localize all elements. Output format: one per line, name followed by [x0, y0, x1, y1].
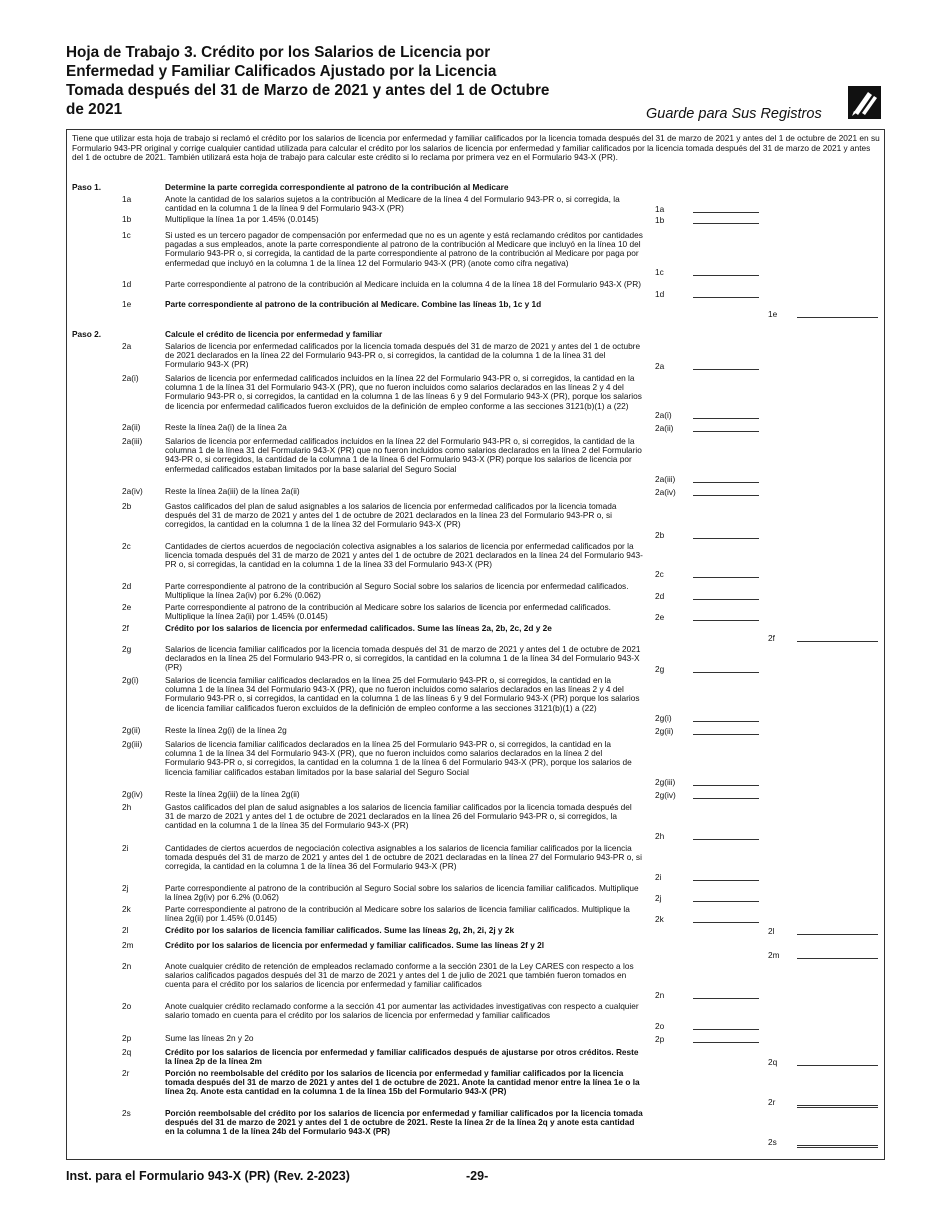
step-heading: Calcule el crédito de licencia por enfermedad y familiar — [165, 329, 383, 339]
entry-box-label: 2c — [655, 569, 664, 579]
line-text: Gastos calificados del plan de salud asignables a los salarios de licencia familiar calificados por la licencia tomada después del 31 de marzo de 2021 y antes del 1 de octubre de 2021 declarados en la línea 26 del Formulario 943-PR o, si corregidos, la cantidad en la columna 1 de la línea 35 del Formulario 943-X (PR) — [165, 803, 632, 831]
title-line: Hoja de Trabajo 3. Crédito por los Salarios de Licencia por — [66, 44, 491, 61]
worksheet-title — [66, 43, 626, 119]
line-text: Reste la línea 2g(iii) de la línea 2g(ii) — [165, 790, 300, 799]
line-text: Multiplique la línea 1a por 1.45% (0.0145) — [165, 215, 319, 224]
line-text: Gastos calificados del plan de salud asignables a los salarios de licencia por enfermedad calificados por la licencia tomada después del 31 de marzo de 2021 y antes del 1 de octubre de 2021 declarados en la línea 23 del Formulario 943-PR o, si corregidos, la cantidad en la columna 1 de la línea 32 del Formulario 943-X (PR) — [165, 502, 617, 530]
amount-entry-field[interactable] — [797, 1048, 878, 1066]
page-number: -29- — [466, 1169, 489, 1183]
line-number: 2g(iii) — [122, 739, 143, 749]
amount-entry-field[interactable] — [693, 487, 759, 496]
entry-box-label: 2f — [768, 633, 775, 643]
line-text: Porción reembolsable del crédito por los salarios de licencia por enfermedad y familiar calificados por la licencia tomada después del 31 de marzo de 2021 y antes del 1 de octubre de 2021. Reste la línea 2r de la línea 2q y anote esta cantidad en la columna 1 de la línea 24b del Formulario 943-X (PR) — [165, 1109, 643, 1137]
line-number: 2g(ii) — [122, 725, 141, 735]
amount-entry-field[interactable] — [693, 582, 759, 600]
amount-entry-field[interactable] — [693, 280, 759, 298]
keep-records-note: Guarde para Sus Registros — [646, 106, 822, 122]
entry-box-label: 2b — [655, 530, 665, 540]
line-number: 2h — [122, 802, 132, 812]
line-number: 2a(ii) — [122, 422, 141, 432]
line-number: 2j — [122, 883, 129, 893]
amount-entry-field[interactable] — [693, 542, 759, 578]
entry-box-label: 2r — [768, 1097, 776, 1107]
line-text: Crédito por los salarios de licencia por enfermedad y familiar calificados. Sume las líneas 2f y 2l — [165, 941, 545, 950]
entry-box-label: 2o — [655, 1021, 665, 1031]
amount-entry-field[interactable] — [693, 195, 759, 213]
amount-entry-field[interactable] — [693, 740, 759, 786]
entry-box-label: 2a(iv) — [655, 487, 676, 497]
line-number: 2g(iv) — [122, 789, 143, 799]
amount-entry-field[interactable] — [797, 941, 878, 959]
line-text: Crédito por los salarios de licencia familiar calificados. Sume las líneas 2g, 2h, 2i, 2j y 2k — [165, 926, 515, 935]
entry-box-label: 2g — [655, 664, 665, 674]
entry-box-label: 1c — [655, 267, 664, 277]
line-text: Porción no reembolsable del crédito por los salarios de licencia por enfermedad y familiar calificados por la licencia tomada después del 31 de marzo de 2021 y antes del 1 de octubre de 2021. Anote la cantidad menor entre la línea 1e o la línea 2q. Anote esta cantidad en la columna 1 de la línea 15b del Formulario 943-X (PR) — [165, 1069, 640, 1097]
entry-box-label: 1b — [655, 215, 665, 225]
line-number: 2p — [122, 1033, 132, 1043]
line-number: 2a(iv) — [122, 486, 143, 496]
amount-entry-field[interactable] — [693, 423, 759, 432]
line-text: Anote la cantidad de los salarios sujetos a la contribución al Medicare de la línea 4 del Formulario 943-PR o, si corregida, la cantidad en la columna 1 de la línea 9 del Formulario 943-X (PR) — [165, 195, 620, 213]
line-number: 2a — [122, 341, 132, 351]
entry-box-label: 2h — [655, 831, 665, 841]
line-text: Salarios de licencia familiar calificados declarados en la línea 25 del Formulario 943-PR o, si corregidos, la cantidad en la columna 1 de la línea 34 del Formulario 943-X (PR), que no fueron incluidos como salarios declarados en la línea 2 del Formulario 943-PR o, si corregidos, la cantidad en la columna 1 de la línea 6 del Formulario 943-X (PR), porque los salarios de licencia familiar calificados estaban limitados por la base salarial del Seguro Social — [165, 740, 632, 777]
line-text: Cantidades de ciertos acuerdos de negociación colectiva asignables a los salarios de licencia por enfermedad calificados por la licencia tomada después del 31 de marzo de 2021 y antes del 1 de octubre de 2021 declarados en la línea 24 del Formulario 943-PR o, si corregidas, la cantidad en la columna 1 de la línea 33 del Formulario 943-X (PR) — [165, 542, 643, 570]
entry-box-label: 2j — [655, 893, 662, 903]
amount-entry-field[interactable] — [797, 1109, 878, 1148]
intro-text: Tiene que utilizar esta hoja de trabajo si reclamó el crédito por los salarios de licencia por enfermedad y familiar calificados por la licencia tomada después del 31 de marzo de 2021 y antes del 1 de octubre de 2021 en su Formulario 943-PR original y corrige cualquier cantidad utilizada para calcular el crédito por los salarios de licencia por enfermedad y familiar calificados por la licencia tomada después del 31 de marzo de 2021 y antes del 1 de octubre de 2021. También utilizará esta hoja de trabajo para calcular este crédito si lo reclama por primera vez en el Formulario 943-X (PR). — [72, 133, 880, 162]
line-number: 2b — [122, 501, 132, 511]
line-number: 2g(i) — [122, 675, 139, 685]
amount-entry-field[interactable] — [693, 884, 759, 902]
amount-entry-field[interactable] — [693, 676, 759, 722]
entry-box-label: 2p — [655, 1034, 665, 1044]
line-text: Reste la línea 2g(i) de la línea 2g — [165, 726, 287, 735]
line-text: Salarios de licencia por enfermedad calificados incluidos en la línea 22 del Formulario 943-PR o, si corregidos, la cantidad en la columna 1 de la línea 31 del Formulario 943-X (PR), que no fueron incluidos como salarios declarados en las líneas 2 y 4 del Formulario 943-PR o, si corregidos, la cantidad en la columna 1 de las líneas 6 y 9 del Formulario 943-X (PR), porque los salarios de licencia por enfermedad calificados fueron excluidos de la definición de empleo conforme a las secciones 3121(b)(1) a (22) — [165, 374, 642, 411]
line-number: 2k — [122, 904, 131, 914]
entry-box-label: 2s — [768, 1137, 777, 1147]
line-number: 2n — [122, 961, 132, 971]
line-number: 2e — [122, 602, 132, 612]
title-line: Tomada después del 31 de Marzo de 2021 y antes del 1 de Octubre — [66, 82, 550, 99]
amount-entry-field[interactable] — [797, 926, 878, 935]
amount-entry-field[interactable] — [693, 231, 759, 276]
entry-box-label: 2i — [655, 872, 662, 882]
entry-box-label: 2a(i) — [655, 410, 672, 420]
entry-box-label: 2a(ii) — [655, 423, 674, 433]
amount-entry-field[interactable] — [693, 844, 759, 881]
entry-box-label: 1d — [655, 289, 665, 299]
keep-records-icon — [848, 86, 881, 119]
line-text: Parte correspondiente al patrono de la contribución al Medicare. Combine las líneas 1b, 1c y 1d — [165, 300, 542, 309]
line-number: 2f — [122, 623, 129, 633]
title-line: Enfermedad y Familiar Calificados Ajustado por la Licencia — [66, 63, 497, 80]
footer-form-id: Inst. para el Formulario 943-X (PR) (Rev. 2-2023) — [66, 1169, 350, 1183]
line-number: 2d — [122, 581, 132, 591]
entry-box-label: 2g(i) — [655, 713, 672, 723]
entry-box-label: 2g(iv) — [655, 790, 676, 800]
line-number: 2s — [122, 1108, 131, 1118]
entry-box-label: 2e — [655, 612, 665, 622]
entry-box-label: 2k — [655, 914, 664, 924]
line-text: Anote cualquier crédito de retención de empleados reclamado conforme a la sección 2301 de la Ley CARES con respecto a los salarios calificados pagados después del 31 de marzo de 2021 y antes del 1 de julio de 2021 que también fueron tomados en cuenta para el crédito por los salarios de licencia por enfermedad y familiar calificados — [165, 962, 634, 990]
line-text: Parte correspondiente al patrono de la contribución al Medicare sobre los salarios de licencia por enfermedad calificados. Multiplique la línea 2a(ii) por 1.45% (0.0145) — [165, 603, 611, 621]
amount-entry-field[interactable] — [693, 342, 759, 370]
line-text: Crédito por los salarios de licencia por enfermedad calificados. Sume las líneas 2a, 2b, 2c, 2d y 2e — [165, 624, 552, 633]
entry-box-label: 1e — [768, 309, 778, 319]
line-text: Salarios de licencia familiar calificados declarados en la línea 25 del Formulario 943-PR o, si corregidos, la cantidad en la columna 1 de la línea 34 del Formulario 943-X (PR), que no fueron incluidos como salarios declarados en las líneas 2 y 4 del Formulario 943-PR o, si corregidos, la cantidad en la columna 1 de las líneas 6 y 9 del Formulario 943-X (PR) porque los salarios de licencia familiar calificados fueron excluidos de la definición de empleo conforme a las secciones 3121(b)(1) a (22) — [165, 676, 640, 713]
amount-entry-field[interactable] — [693, 502, 759, 539]
entry-box-label: 2d — [655, 591, 665, 601]
line-text: Crédito por los salarios de licencia por enfermedad y familiar calificados después de ajustarse por otros créditos. Reste la línea 2p de la línea 2m — [165, 1048, 639, 1066]
line-text: Parte correspondiente al patrono de la contribución al Medicare sobre los salarios de licencia familiar calificados. Multiplique la línea 2g(ii) por 1.45% (0.0145) — [165, 905, 630, 923]
amount-entry-field[interactable] — [693, 374, 759, 419]
line-number: 2l — [122, 925, 129, 935]
line-text: Parte correspondiente al patrono de la contribución al Seguro Social sobre los salarios de licencia familiar calificados. Multiplique la línea 2g(iv) por 6.2% (0.062) — [165, 884, 639, 902]
entry-box-label: 2a — [655, 361, 665, 371]
line-text: Parte correspondiente al patrono de la contribución al Medicare incluida en la columna 4 de la línea 18 del Formulario 943-X (PR) — [165, 280, 641, 289]
entry-box-label: 2l — [768, 926, 775, 936]
line-number: 2i — [122, 843, 129, 853]
amount-entry-field[interactable] — [693, 1034, 759, 1043]
amount-entry-field[interactable] — [693, 645, 759, 673]
step-label: Paso 1. — [72, 182, 102, 192]
amount-entry-field[interactable] — [693, 790, 759, 799]
amount-entry-field[interactable] — [693, 726, 759, 735]
line-number: 2r — [122, 1068, 130, 1078]
line-number: 2a(i) — [122, 373, 139, 383]
title-line: de 2021 — [66, 101, 123, 118]
line-number: 2a(iii) — [122, 436, 143, 446]
entry-box-label: 2g(iii) — [655, 777, 676, 787]
line-number: 1e — [122, 299, 132, 309]
entry-box-label: 2n — [655, 990, 665, 1000]
step-heading: Determine la parte corregida correspondiente al patrono de la contribución al Medicare — [165, 182, 509, 192]
line-text: Salarios de licencia por enfermedad calificados incluidos en la línea 22 del Formulario 943-PR o, si corregidos, la cantidad de la columna 1 de la línea 31 del Formulario 943-X (PR) que no fueron incluidos como salarios declarados en la línea 2 del Formulario 943-PR o, si corregidos, la cantidad de la columna 1 de la línea 6 del Formulario 943-X (PR) porque los salarios de licencia por enfermedad calificados estaban limitados por la base salarial del Seguro Social — [165, 437, 642, 474]
line-number: 1a — [122, 194, 132, 204]
line-number: 2g — [122, 644, 132, 654]
amount-entry-field[interactable] — [693, 1002, 759, 1030]
entry-box-label: 2a(iii) — [655, 474, 676, 484]
line-number: 1c — [122, 230, 131, 240]
amount-entry-field[interactable] — [693, 603, 759, 621]
line-number: 1b — [122, 214, 132, 224]
entry-box-label: 2m — [768, 950, 780, 960]
line-number: 2c — [122, 541, 131, 551]
line-text: Si usted es un tercero pagador de compensación por enfermedad que no es un agente y está reclamando créditos por cantidades pagadas a sus empleados, anote la parte correspondiente al patrono de la contribución al Medicare que incluyó en la línea 10 del Formulario 943-PR o, si corregida, la cantidad de la parte correspondiente al patrono de la contribución al Medicare por paga por enfermedad que incluyó en la columna 1 de la línea 12 del Formulario 943-X (PR) (anote como cifra negativa) — [165, 231, 643, 268]
amount-entry-field[interactable] — [693, 215, 759, 224]
line-text: Salarios de licencia familiar calificados por la licencia tomada después del 31 de marzo de 2021 y antes del 1 de octubre de 2021 declarados en la línea 25 del Formulario 943-PR o, si corregidos, la cantidad en la columna 1 de la línea 34 del Formulario 943-X (PR) — [165, 645, 641, 673]
amount-entry-field[interactable] — [797, 1069, 878, 1108]
step-label: Paso 2. — [72, 329, 102, 339]
line-text: Reste la línea 2a(iii) de la línea 2a(ii) — [165, 487, 300, 496]
line-number: 2m — [122, 940, 134, 950]
amount-entry-field[interactable] — [797, 624, 878, 642]
entry-box-label: 1a — [655, 204, 665, 214]
line-number: 2o — [122, 1001, 132, 1011]
entry-box-label: 2q — [768, 1057, 778, 1067]
amount-entry-field[interactable] — [693, 905, 759, 923]
line-text: Reste la línea 2a(i) de la línea 2a — [165, 423, 287, 432]
line-number: 1d — [122, 279, 132, 289]
line-text: Salarios de licencia por enfermedad calificados por la licencia tomada después del 31 de marzo de 2021 y antes del 1 de octubre de 2021 declarados en la línea 22 del Formulario 943-PR o, si corregidos, la cantidad de la columna 1 de la línea 31 del Formulario 943-X (PR) — [165, 342, 641, 370]
line-number: 2q — [122, 1047, 132, 1057]
line-text: Sume las líneas 2n y 2o — [165, 1034, 254, 1043]
amount-entry-field[interactable] — [693, 437, 759, 483]
line-text: Parte correspondiente al patrono de la contribución al Seguro Social sobre los salarios de licencia por enfermedad calificados. Multiplique la línea 2a(iv) por 6.2% (0.062) — [165, 582, 629, 600]
amount-entry-field[interactable] — [693, 962, 759, 999]
amount-entry-field[interactable] — [797, 300, 878, 318]
line-text: Anote cualquier crédito reclamado conforme a la sección 41 por aumentar las actividades investigativas con respecto a cualquier salario tomado en cuenta para el crédito por los salarios de licencia por enfermedad y familiar calificados — [165, 1002, 639, 1021]
line-text: Cantidades de ciertos acuerdos de negociación colectiva asignables a los salarios de licencia familiar calificados por la licencia tomada después del 31 de marzo de 2021 y antes del 1 de octubre de 2021 declaradas en la línea 27 del Formulario 943-PR o, si corregida, la cantidad en la columna 1 de la línea 36 del Formulario 943-X (PR) — [165, 844, 642, 872]
entry-box-label: 2g(ii) — [655, 726, 674, 736]
amount-entry-field[interactable] — [693, 803, 759, 840]
